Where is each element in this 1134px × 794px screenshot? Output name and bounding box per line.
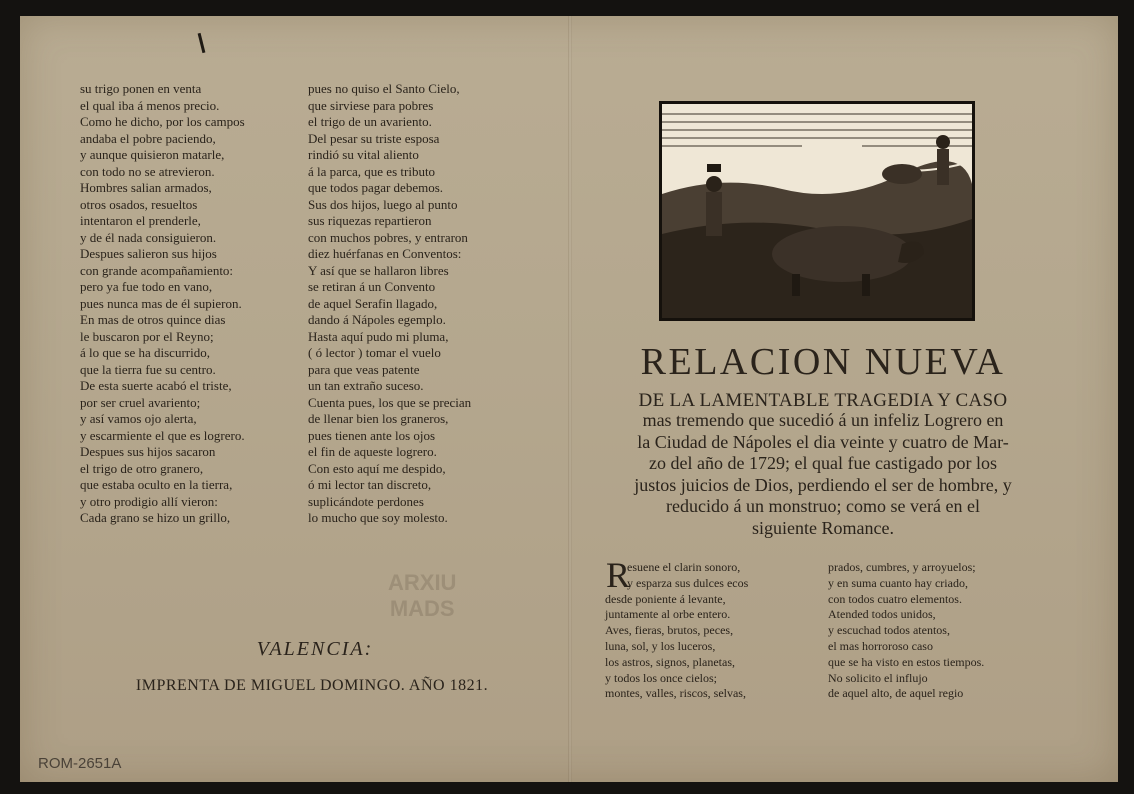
verse-line: y así vamos ojo alerta,: [80, 411, 197, 426]
romance-column-2: [828, 560, 984, 702]
verse-line: Despues salieron sus hijos: [80, 246, 217, 261]
shelfmark: ROM-2651A: [38, 755, 122, 772]
verse-line: siguiente Romance.: [752, 517, 894, 538]
verse-line: la Ciudad de Nápoles el dia veinte y cuatro de Mar-: [637, 431, 1009, 452]
verse-line: el mas horroroso caso: [828, 638, 933, 653]
verse-line: un tan extraño suceso.: [308, 378, 424, 393]
verse-line: Y así que se hallaron libres: [308, 262, 449, 278]
verse-line: y de él nada consiguieron.: [80, 229, 217, 245]
verse-line: luna, sol, y los luceros,: [605, 638, 716, 653]
page-fold: [568, 16, 572, 782]
verse-line: con todo no se atrevieron.: [80, 163, 215, 179]
verse-line: pero ya fue todo en vano,: [80, 279, 213, 294]
verse-line: y escarmiente el que es logrero.: [80, 427, 245, 443]
verse-line: andaba el pobre paciendo,: [80, 130, 216, 146]
verse-line: Atended todos unidos,: [828, 607, 936, 622]
drop-cap: R: [606, 555, 631, 595]
verse-line: á la parca, que es tributo: [308, 163, 436, 179]
verse-line: con grande acompañamiento:: [80, 262, 234, 278]
verse-line: Aves, fieras, brutos, peces,: [605, 623, 734, 638]
verse-column-left-2: [308, 81, 471, 527]
verse-line: reducido á un monstruo; como se verá en el: [666, 496, 980, 516]
verse-line: se retiran á un Convento: [308, 279, 436, 294]
verse-line: intentaron el prenderle,: [80, 213, 201, 228]
description: [598, 410, 1048, 539]
woodcut-illustration: [659, 101, 975, 321]
verse-line: zo del año de 1729; el qual fue castigado por los: [649, 453, 997, 473]
verse-line: Con esto aquí me despido,: [308, 460, 446, 476]
verse-line: suplicándote perdones: [308, 493, 424, 509]
subtitle: DE LA LAMENTABLE TRAGEDIA Y CASO: [638, 390, 1008, 411]
verse-line: prados, cumbres, y arroyuelos;: [828, 560, 976, 574]
verse-line: ( ó lector ) tomar el vuelo: [308, 345, 441, 360]
verse-line: pues tienen ante los ojos: [308, 427, 436, 443]
verse-line: lo mucho que soy molesto.: [308, 510, 448, 525]
verse-line: con todos cuatro elementos.: [828, 591, 962, 606]
verse-line: y en suma cuanto hay criado,: [828, 575, 968, 590]
page-title: RELACION NUEVA: [640, 341, 1006, 383]
verse-line: mas tremendo que sucedió á un infeliz Logrero en: [642, 410, 1004, 430]
verse-line: con muchos pobres, y entraron: [308, 229, 468, 245]
verse-line: el qual iba á menos precio.: [80, 97, 220, 113]
verse-line: Hasta aquí pudo mi pluma,: [308, 328, 449, 344]
verse-column-left-1: [80, 81, 245, 527]
verse-line: pues nunca mas de él supieron.: [80, 295, 242, 311]
verse-line: y escuchad todos atentos,: [828, 623, 950, 638]
verse-line: á lo que se ha discurrido,: [80, 345, 210, 360]
verse-line: esuene el clarin sonoro,: [627, 560, 741, 574]
verse-line: Sus dos hijos, luego al punto: [308, 196, 458, 212]
verse-line: Hombres salian armados,: [80, 180, 212, 195]
colophon-printer: IMPRENTA DE MIGUEL DOMINGO. AÑO 1821.: [135, 677, 489, 694]
verse-line: que la tierra fue su centro.: [80, 361, 216, 377]
verse-line: De esta suerte acabó el triste,: [80, 378, 232, 393]
verse-line: sus riquezas repartieron: [308, 213, 432, 228]
verse-line: de aquel Serafin llagado,: [308, 295, 438, 311]
verse-line: el trigo de otro granero,: [80, 460, 204, 476]
verse-line: y esparza sus dulces ecos: [627, 575, 749, 590]
verse-line: que estaba oculto en la tierra,: [80, 477, 233, 492]
verse-line: de llenar bien los graneros,: [308, 411, 449, 426]
verse-line: su trigo ponen en venta: [80, 81, 202, 96]
verse-line: de aquel alto, de aquel regio: [828, 686, 964, 701]
verse-line: le buscaron por el Reyno;: [80, 328, 214, 344]
library-stamp: ARXIU MADS: [388, 570, 457, 621]
verse-line: el fin de aqueste logrero.: [308, 444, 437, 459]
verse-line: Como he dicho, por los campos: [80, 114, 245, 129]
verse-line: para que veas patente: [308, 361, 420, 377]
verse-line: En mas de otros quince dias: [80, 312, 226, 327]
verse-line: juntamente al orbe entero.: [605, 607, 731, 622]
verse-line: por ser cruel avariento;: [80, 394, 201, 410]
verse-line: Cada grano se hizo un grillo,: [80, 510, 231, 525]
verse-line: rindió su vital aliento: [308, 147, 419, 162]
verse-line: Cuenta pues, los que se precian: [308, 394, 472, 410]
verse-line: y todos los once cielos;: [605, 670, 717, 685]
verse-line: No solicito el influjo: [828, 670, 928, 685]
verse-line: justos juicios de Dios, perdiendo el ser de hombre, y: [634, 474, 1012, 495]
romance-column-1: [605, 555, 749, 702]
verse-line: Despues sus hijos sacaron: [80, 444, 216, 459]
verse-line: que todos pagar debemos.: [308, 180, 444, 195]
verse-line: ó mi lector tan discreto,: [308, 477, 432, 492]
verse-line: desde poniente á levante,: [605, 591, 726, 606]
verse-line: diez huérfanas en Conventos:: [308, 246, 462, 261]
verse-line: pues no quiso el Santo Cielo,: [308, 81, 460, 96]
verse-line: montes, valles, riscos, selvas,: [605, 686, 746, 701]
verse-line: el trigo de un avariento.: [308, 114, 432, 129]
verse-line: los astros, signos, planetas,: [605, 654, 735, 669]
colophon-city: VALENCIA:: [256, 638, 374, 660]
verse-line: y otro prodigio allí vieron:: [80, 493, 218, 509]
verse-line: otros osados, resueltos: [80, 196, 198, 212]
verse-line: que sirviese para pobres: [308, 97, 434, 113]
verse-line: Del pesar su triste esposa: [308, 130, 440, 146]
verse-line: dando á Nápoles egemplo.: [308, 312, 446, 327]
verse-line: y aunque quisieron matarle,: [80, 147, 225, 162]
verse-line: que se ha visto en estos tiempos.: [828, 654, 985, 669]
